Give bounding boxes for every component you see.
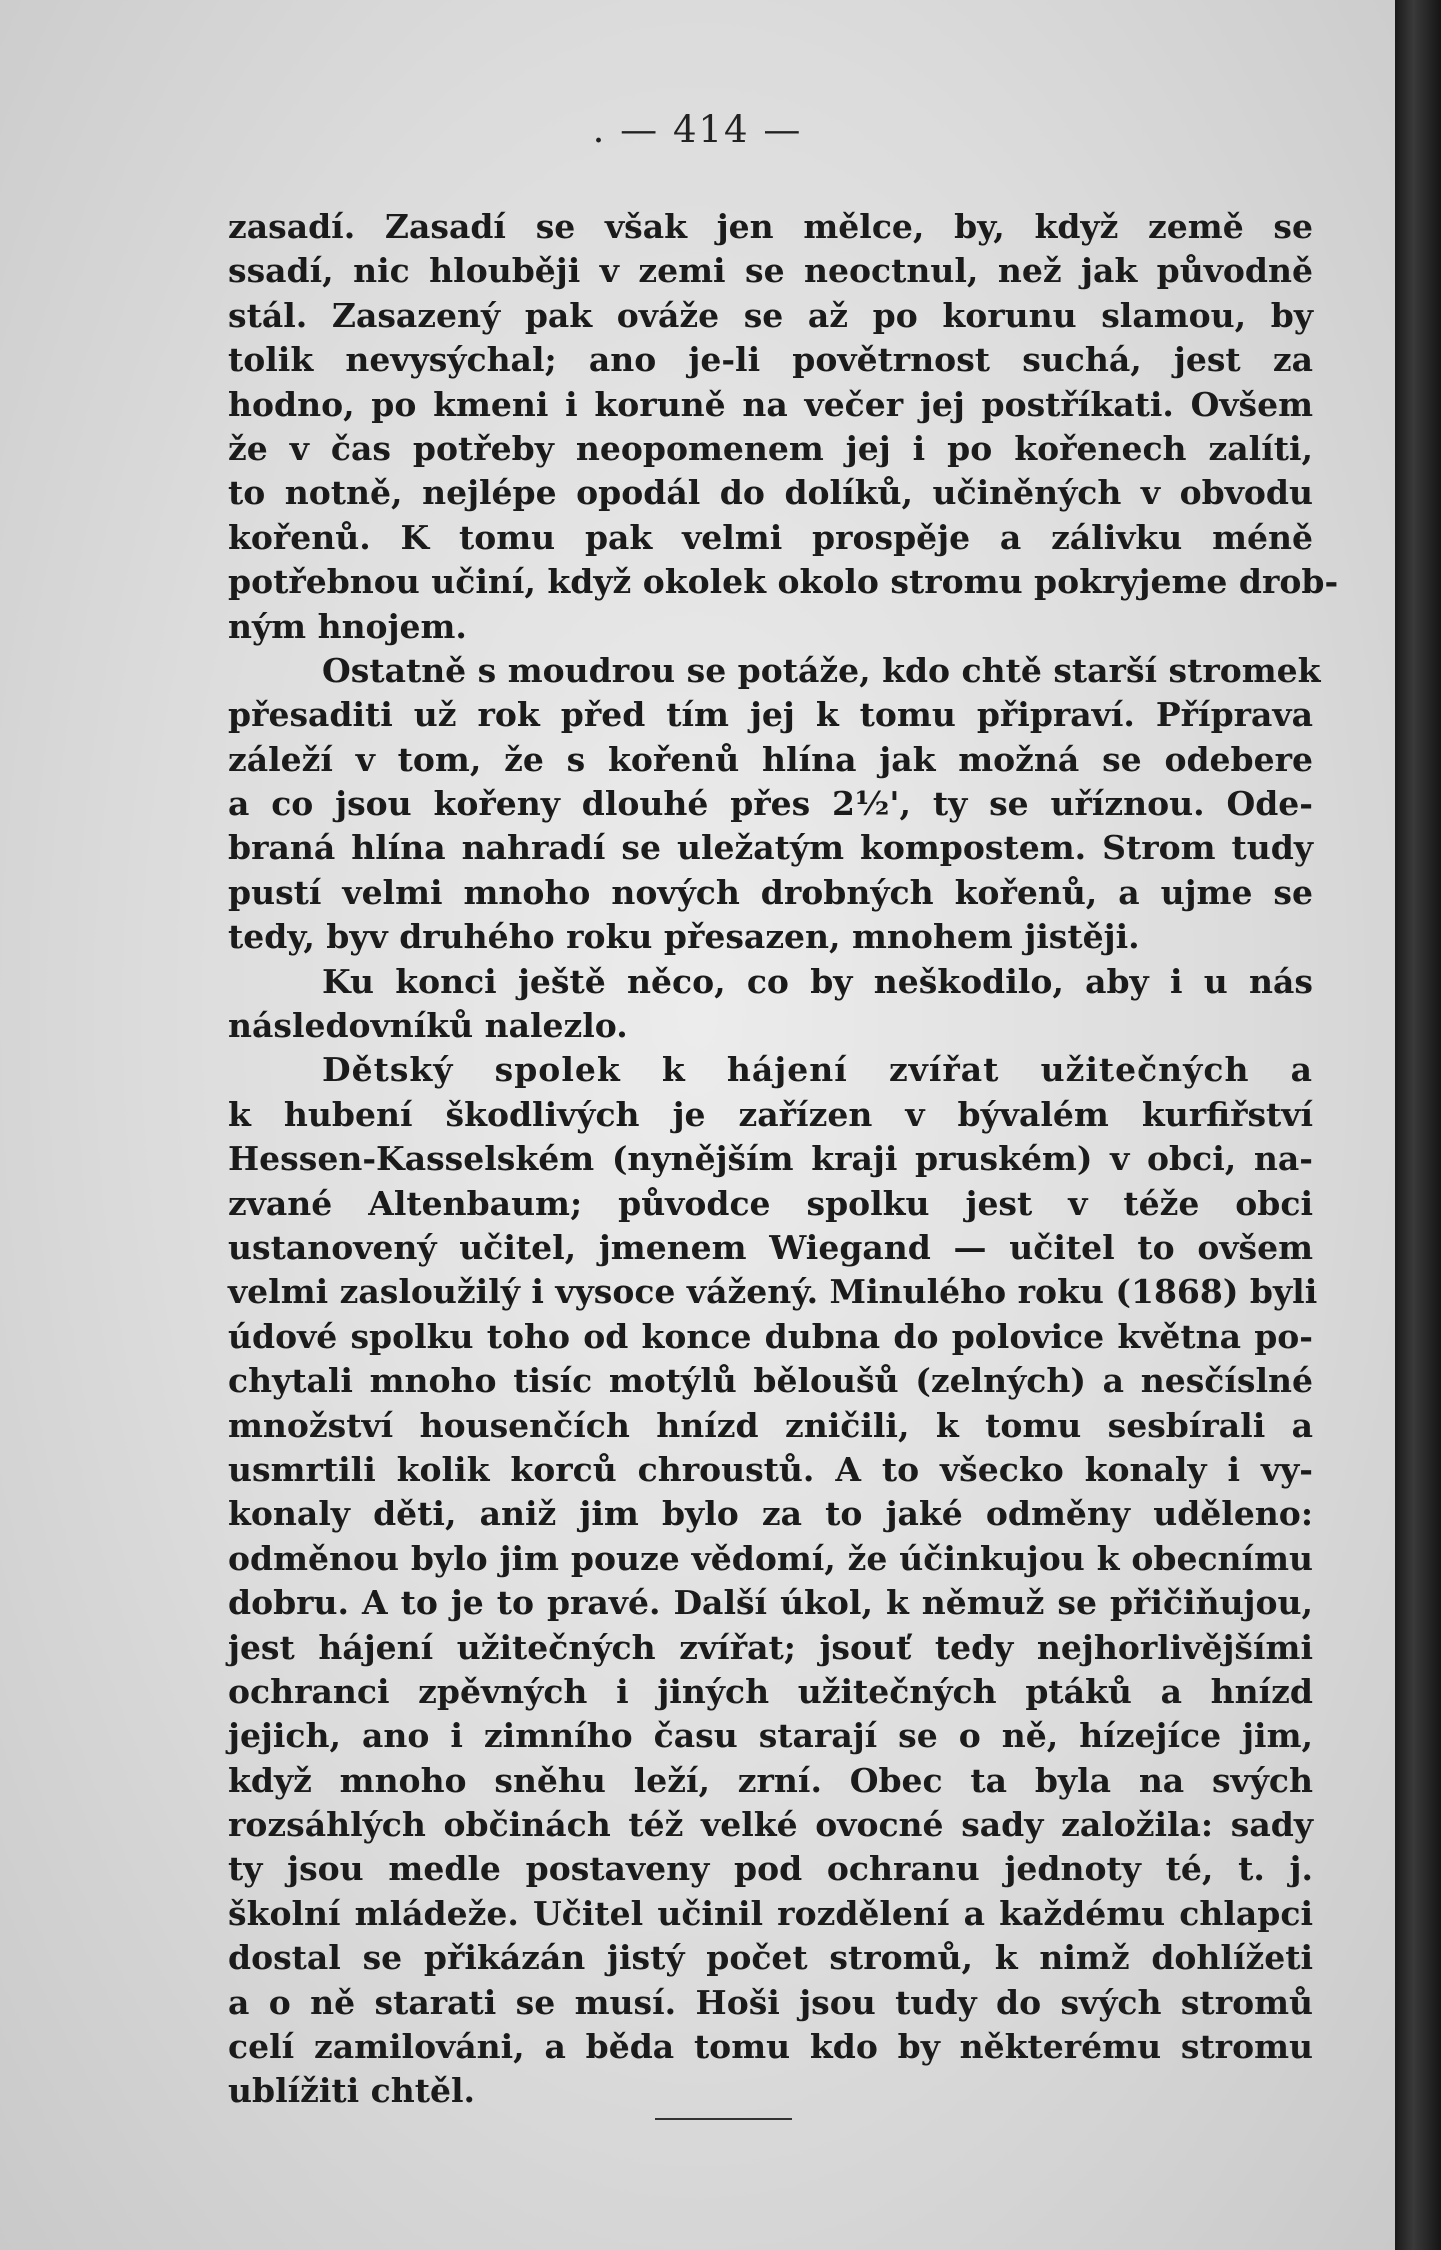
text-line: zasadí. Zasadí se však jen mělce, by, když země se: [228, 207, 1313, 246]
text-line: ochranci zpěvných i jiných užitečných ptáků a hnízd: [228, 1671, 1313, 1711]
text-line: záleží v tom, že s kořenů hlína jak možná se odebere: [228, 739, 1313, 779]
text-line: školní mládeže. Učitel učinil rozdělení a každému chlapci: [228, 1893, 1313, 1933]
text-line: odměnou bylo jim pouze vědomí, že účinkujou k obecnímu: [228, 1538, 1313, 1578]
text-line: následovníků nalezlo.: [228, 1006, 628, 1046]
text-line: že v čas potřeby neopomenem jej i po kořenech zalíti,: [228, 428, 1313, 468]
text-line: zvané Altenbaum; původce spolku jest v téže obci: [228, 1183, 1313, 1223]
closing-rule: [655, 2118, 792, 2120]
text-line: dobru. A to je to pravé. Další úkol, k němuž se přičiňujou,: [228, 1583, 1313, 1623]
text-line: ným hnojem.: [228, 606, 467, 646]
paragraph-first-line: Dětský spolek k hájení zvířat užitečných a: [322, 1050, 1313, 1090]
text-line: braná hlína nahradí se uležatým kompostem. Strom tudy: [228, 828, 1313, 868]
text-line: usmrtili kolik korců chroustů. A to všecko konaly i vy-: [228, 1449, 1313, 1489]
text-line: množství housenčích hnízd zničili, k tomu sesbírali a: [228, 1405, 1313, 1445]
page-body-text: [228, 205, 1339, 2114]
book-spine-shadow: [1395, 0, 1441, 2250]
text-line: ustanovený učitel, jmenem Wiegand — učitel to ovšem: [228, 1227, 1313, 1267]
text-line: jejich, ano i zimního času starají se o ně, hízejíce jim,: [228, 1716, 1313, 1756]
text-line: přesaditi už rok před tím jej k tomu připraví. Příprava: [228, 695, 1313, 735]
text-line: celí zamilováni, a běda tomu kdo by některému stromu: [228, 2027, 1313, 2067]
text-line: stál. Zasazený pak ováže se až po korunu slamou, by: [228, 295, 1313, 335]
page-number-header: . — 414 —: [592, 108, 803, 151]
text-line: to notně, nejlépe opodál do dolíků, učiněných v obvodu: [228, 473, 1313, 513]
text-line: chytali mnoho tisíc motýlů běloušů (zelných) a nesčíslné: [228, 1361, 1313, 1401]
text-line: potřebnou učiní, když okolek okolo stromu pokryjeme drob-: [228, 562, 1339, 602]
text-line: jest hájení užitečných zvířat; jsouť tedy nejhorlivějšími: [228, 1627, 1313, 1667]
text-line: ssadí, nic hlouběji v zemi se neoctnul, než jak původně: [228, 251, 1313, 291]
text-line: tolik nevysýchal; ano je-li povětrnost suchá, jest za: [228, 340, 1313, 380]
paragraph-first-line: Ostatně s moudrou se potáže, kdo chtě starší stromek: [322, 650, 1321, 690]
text-line: dostal se přikázán jistý počet stromů, k nimž dohlížeti: [228, 1938, 1313, 1978]
text-line: údové spolku toho od konce dubna do polovice května po-: [228, 1316, 1313, 1356]
text-line: hodno, po kmeni i koruně na večer jej postříkati. Ovšem: [228, 384, 1313, 424]
text-line: kořenů. K tomu pak velmi prospěje a zálivku méně: [228, 517, 1313, 557]
text-line: velmi zasloužilý i vysoce vážený. Minulého roku (1868) byli: [228, 1272, 1318, 1312]
paragraph-first-line: Ku konci ještě něco, co by neškodilo, aby i u nás: [322, 961, 1313, 1001]
text-line: ublížiti chtěl.: [228, 2071, 476, 2111]
text-line: rozsáhlých občinách též velké ovocné sady založila: sady: [228, 1805, 1313, 1845]
text-line: Hessen-Kasselském (nynějším kraji pruském) v obci, na-: [228, 1139, 1313, 1179]
text-line: tedy, byv druhého roku přesazen, mnohem jistěji.: [228, 917, 1140, 957]
text-line: konaly děti, aniž jim bylo za to jaké odměny uděleno:: [228, 1494, 1313, 1534]
text-line: pustí velmi mnoho nových drobných kořenů, a ujme se: [228, 872, 1313, 912]
text-line: a o ně starati se musí. Hoši jsou tudy do svých stromů: [228, 1982, 1313, 2022]
text-line: ty jsou medle postaveny pod ochranu jednoty té, t. j.: [228, 1849, 1313, 1889]
text-line: a co jsou kořeny dlouhé přes 2½', ty se uříznou. Ode-: [228, 784, 1313, 824]
text-line: když mnoho sněhu leží, zrní. Obec ta byla na svých: [228, 1760, 1313, 1800]
text-line: k hubení škodlivých je zařízen v bývalém kurfiřství: [228, 1094, 1313, 1134]
